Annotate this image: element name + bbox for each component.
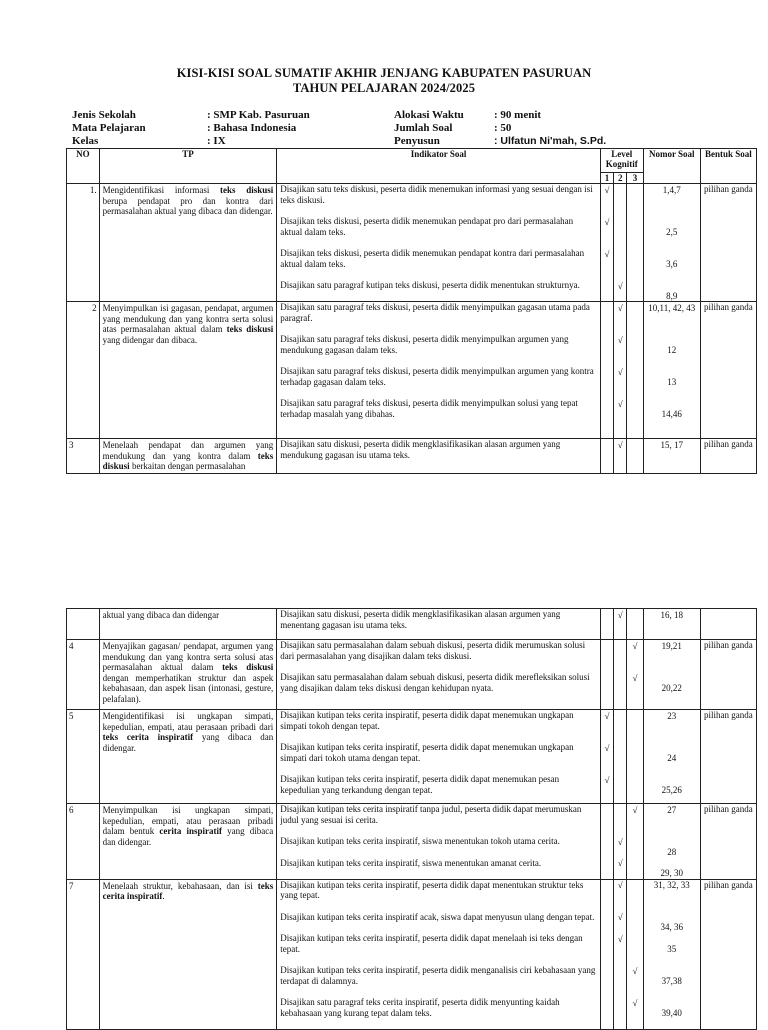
penyusun-value: : Ulfatun Ni'mah, S.Pd. bbox=[494, 135, 607, 147]
check-mark-l1 bbox=[601, 966, 613, 977]
check-mark-l2: √ bbox=[617, 398, 623, 409]
table-row bbox=[67, 710, 757, 804]
info-values-left bbox=[207, 109, 310, 148]
nomor-soal: 13 bbox=[667, 376, 677, 387]
check-mark-l1 bbox=[601, 673, 613, 684]
nomor-soal-cell bbox=[643, 710, 700, 804]
nomor-soal: 19,21 bbox=[661, 640, 682, 651]
check-mark-l1 bbox=[601, 837, 613, 848]
level-3-cell bbox=[627, 609, 643, 640]
tp-cell bbox=[99, 710, 277, 804]
check-mark-l3 bbox=[627, 399, 642, 410]
header-level-2: 2 bbox=[614, 173, 627, 184]
table-row bbox=[67, 640, 757, 710]
indikator-item: Disajikan kutipan teks cerita inspiratif tanpa judul, peserta didik dapat merumuskan judul yang sesuai isi cerita. bbox=[280, 804, 582, 825]
tp-text: Mengidentifikasi informasi bbox=[102, 185, 221, 195]
header-level-kognitif: Level Kognitif bbox=[600, 149, 643, 173]
nomor-soal: 16, 18 bbox=[660, 609, 683, 620]
check-mark-l3 bbox=[627, 912, 642, 923]
check-mark-l1 bbox=[601, 934, 613, 945]
level-3-cell bbox=[627, 879, 643, 1029]
check-mark-l1 bbox=[601, 399, 613, 410]
nomor-soal: 25,26 bbox=[661, 784, 682, 795]
check-mark-l2: √ bbox=[617, 334, 623, 345]
row-number: 7 bbox=[67, 879, 100, 1029]
nomor-soal-cell bbox=[643, 640, 700, 710]
check-mark-l2 bbox=[614, 641, 626, 652]
check-mark-l3 bbox=[627, 837, 642, 848]
nomor-soal: 29, 30 bbox=[660, 868, 683, 878]
check-mark-l1 bbox=[601, 303, 613, 314]
indikator-item: Disajikan teks diskusi, peserta didik menemukan pendapat pro dari permasalahan aktual dalam teks. bbox=[280, 216, 574, 237]
row-number: 2 bbox=[67, 302, 100, 439]
tp-text-end: yang dibaca dan didengar. bbox=[102, 732, 274, 753]
header-level-1: 1 bbox=[600, 173, 613, 184]
level-3-cell bbox=[627, 302, 643, 439]
indikator-item: Disajikan satu diskusi, peserta didik mengklasifikasikan alasan argumen yang mendukung gagasan isu utama teks. bbox=[280, 439, 561, 460]
level-2-cell bbox=[614, 640, 627, 710]
indikator-cell bbox=[277, 439, 601, 474]
indikator-item: Disajikan kutipan teks cerita inspiratif, peserta didik menganalisis ciri kebahasaan yang terdapat di dalamnya. bbox=[280, 965, 596, 986]
check-mark-l1 bbox=[601, 858, 613, 869]
nomor-soal-cell bbox=[643, 804, 700, 880]
row-number bbox=[67, 609, 100, 640]
bentuk-soal: pilihan ganda bbox=[700, 804, 756, 880]
check-mark-l2 bbox=[614, 998, 626, 1009]
check-mark-l1 bbox=[601, 335, 613, 346]
nomor-soal: 10,11, 42, 43 bbox=[648, 302, 696, 313]
row-number: 5 bbox=[67, 710, 100, 804]
tp-keyword: teks diskusi bbox=[220, 185, 274, 195]
table-row bbox=[67, 879, 757, 1029]
indikator-cell bbox=[277, 184, 601, 302]
header-tp: TP bbox=[99, 149, 277, 184]
check-mark-l2: √ bbox=[617, 280, 623, 291]
header-bentuk-soal: Bentuk Soal bbox=[700, 149, 756, 184]
bentuk-soal: pilihan ganda bbox=[700, 184, 756, 302]
table-row bbox=[67, 609, 757, 640]
table-row bbox=[67, 804, 757, 880]
header-indikator-soal: Indikator Soal bbox=[277, 149, 601, 184]
jumlah-soal-label: Jumlah Soal bbox=[394, 122, 453, 134]
check-mark-l3: √ bbox=[632, 997, 638, 1008]
indikator-cell bbox=[277, 804, 601, 880]
bentuk-soal: pilihan ganda bbox=[700, 439, 756, 474]
tp-keyword: teks cerita inspiratif bbox=[102, 732, 194, 742]
check-mark-l2: √ bbox=[617, 933, 623, 944]
penyusun-label: Penyusun bbox=[394, 135, 440, 147]
indikator-cell bbox=[277, 302, 601, 439]
level-1-cell bbox=[600, 184, 613, 302]
table-body-page2 bbox=[67, 609, 757, 1030]
check-mark-l2: √ bbox=[617, 880, 623, 890]
level-3-cell bbox=[627, 439, 643, 474]
kisi-kisi-table-page2 bbox=[66, 608, 757, 1030]
alokasi-waktu-value: : 90 menit bbox=[494, 109, 542, 121]
level-3-cell bbox=[627, 804, 643, 880]
level-2-cell bbox=[614, 710, 627, 804]
tp-text-end: . bbox=[162, 891, 165, 901]
indikator-item: Disajikan satu permasalahan dalam sebuah diskusi, peserta didik merefleksikan solusi yang disajikan dalam teks diskusi dengan kehidupan nyata. bbox=[280, 672, 590, 693]
indikator-item: Disajikan kutipan teks cerita inspiratif, siswa menentukan amanat cerita. bbox=[280, 857, 542, 868]
info-values-right bbox=[494, 109, 606, 148]
check-mark-l3: √ bbox=[632, 640, 638, 651]
indikator-cell bbox=[277, 640, 601, 710]
indikator-item: Disajikan satu permasalahan dalam sebuah diskusi, peserta didik merumuskan solusi dari permasalahan yang disajikan dalam teks diskusi. bbox=[280, 640, 586, 661]
tp-text: Menyimpulkan isi ungkapan simpati, kepedulian, empati, atau perasaan pribadi dalam bentuk bbox=[102, 805, 274, 836]
indikator-item: Disajikan kutipan teks cerita inspiratif, peserta didik dapat menentukan struktur teks yang tepat. bbox=[280, 879, 584, 900]
bentuk-soal bbox=[700, 609, 756, 640]
check-mark-l2 bbox=[614, 185, 626, 196]
indikator-item: Disajikan satu paragraf teks diskusi, peserta didik menyimpulkan argumen yang mendukung gagasan dalam teks. bbox=[280, 334, 569, 355]
table-row bbox=[67, 184, 757, 302]
nomor-soal-cell bbox=[643, 609, 700, 640]
nomor-soal: 37,38 bbox=[661, 975, 682, 986]
nomor-soal: 23 bbox=[667, 710, 677, 721]
indikator-item: Disajikan kutipan teks cerita inspiratif acak, siswa dapat menyusun ulang dengan tepat. bbox=[280, 911, 595, 922]
nomor-soal: 31, 32, 33 bbox=[653, 880, 690, 890]
check-mark-l3: √ bbox=[632, 965, 638, 976]
jenis-sekolah-label: Jenis Sekolah bbox=[72, 109, 136, 121]
check-mark-l1 bbox=[601, 641, 613, 652]
alokasi-waktu-label: Alokasi Waktu bbox=[394, 109, 464, 121]
tp-keyword: teks diskusi bbox=[102, 450, 274, 471]
level-2-cell bbox=[614, 184, 627, 302]
check-mark-l2 bbox=[614, 711, 626, 722]
row-number: 1. bbox=[67, 184, 100, 302]
row-number: 4 bbox=[67, 640, 100, 710]
tp-text-end: berkaitan dengan permasalahan bbox=[129, 461, 246, 471]
nomor-soal: 35 bbox=[667, 943, 677, 954]
check-mark-l2 bbox=[614, 673, 626, 684]
level-3-cell bbox=[627, 710, 643, 804]
check-mark-l2 bbox=[614, 805, 626, 816]
kisi-kisi-table-page1 bbox=[66, 148, 757, 474]
nomor-soal: 28 bbox=[667, 846, 677, 857]
nomor-soal: 15, 17 bbox=[660, 439, 683, 450]
indikator-item: Disajikan satu paragraf teks cerita inspiratif, peserta didik menyunting kaidah kebahasaan yang kurang tepat dalam teks. bbox=[280, 997, 560, 1018]
nomor-soal: 2,5 bbox=[666, 226, 678, 237]
check-mark-l3 bbox=[627, 185, 642, 196]
nomor-soal: 3,6 bbox=[666, 258, 678, 269]
check-mark-l1 bbox=[601, 880, 613, 891]
level-2-cell bbox=[614, 609, 627, 640]
check-mark-l1: √ bbox=[604, 774, 610, 785]
check-mark-l3 bbox=[627, 711, 642, 722]
tp-text: Menelaah struktur, kebahasaan, dan isi bbox=[102, 880, 258, 891]
bentuk-soal: pilihan ganda bbox=[700, 879, 756, 1029]
tp-cell bbox=[99, 640, 277, 710]
check-mark-l1 bbox=[601, 998, 613, 1009]
check-mark-l3 bbox=[627, 934, 642, 945]
jumlah-soal-value: : 50 bbox=[494, 122, 512, 134]
nomor-soal-cell bbox=[643, 879, 700, 1029]
indikator-item: Disajikan kutipan teks cerita inspiratif, peserta didik dapat menemukan pesan kepedulian yang terkandung dengan tepat. bbox=[280, 774, 560, 795]
nomor-soal-cell bbox=[643, 302, 700, 439]
nomor-soal: 1,4,7 bbox=[662, 184, 681, 195]
check-mark-l1 bbox=[601, 367, 613, 378]
check-mark-l2: √ bbox=[617, 912, 623, 922]
check-mark-l3 bbox=[627, 303, 642, 314]
tp-keyword: teks diskusi bbox=[222, 662, 274, 672]
indikator-item: Disajikan kutipan teks cerita inspiratif, peserta didik dapat menemukan ungkapan simpati tokoh dengan tepat. bbox=[280, 710, 574, 731]
tp-cell bbox=[99, 609, 277, 640]
check-mark-l3 bbox=[627, 610, 642, 621]
indikator-item: Disajikan satu paragraf teks diskusi, peserta didik menyimpulkan argumen yang kontra terhadap gagasan dalam teks. bbox=[280, 366, 594, 387]
level-1-cell bbox=[600, 710, 613, 804]
tp-text: Menyajikan gagasan/ pendapat, argumen yang mendukung dan yang kontra serta solusi atas permasalahan aktual dalam bbox=[102, 641, 274, 672]
check-mark-l2 bbox=[614, 743, 626, 754]
level-2-cell bbox=[614, 804, 627, 880]
indikator-item: Disajikan satu teks diskusi, peserta didik menemukan informasi yang sesuai dengan isi teks diskusi. bbox=[280, 184, 593, 205]
check-mark-l2: √ bbox=[617, 609, 623, 620]
mata-pelajaran-label: Mata Pelajaran bbox=[72, 122, 146, 134]
tp-text: aktual yang dibaca dan didengar bbox=[102, 610, 220, 620]
row-number: 6 bbox=[67, 804, 100, 880]
mata-pelajaran-value: : Bahasa Indonesia bbox=[207, 122, 297, 134]
bentuk-soal: pilihan ganda bbox=[700, 302, 756, 439]
check-mark-l2: √ bbox=[617, 366, 623, 377]
tp-text: Menyimpulkan isi gagasan, pendapat, argumen yang mendukung dan yang kontra serta solusi atas permasalahan aktual dalam bbox=[102, 303, 274, 334]
nomor-soal: 24 bbox=[667, 752, 677, 763]
check-mark-l2 bbox=[614, 249, 626, 260]
nomor-soal: 14,46 bbox=[661, 408, 682, 419]
check-mark-l3 bbox=[627, 281, 642, 292]
check-mark-l3 bbox=[627, 858, 642, 869]
indikator-item: Disajikan satu paragraf teks diskusi, peserta didik menyimpulkan solusi yang tepat terhadap masalah yang dibahas. bbox=[280, 398, 578, 419]
tp-cell bbox=[99, 439, 277, 474]
level-2-cell bbox=[614, 439, 627, 474]
check-mark-l2: √ bbox=[617, 302, 623, 313]
kelas-label: Kelas bbox=[72, 135, 99, 147]
tp-keyword: teks cerita inspiratif bbox=[102, 880, 274, 901]
nomor-soal: 39,40 bbox=[661, 1007, 682, 1018]
tp-text-end: yang didengar dan dibaca. bbox=[102, 334, 198, 345]
check-mark-l1 bbox=[601, 912, 613, 923]
check-mark-l3 bbox=[627, 367, 642, 378]
table-row bbox=[67, 302, 757, 439]
check-mark-l3 bbox=[627, 743, 642, 754]
check-mark-l2: √ bbox=[617, 858, 623, 868]
tp-text-end: berupa pendapat pro dan kontra dari permasalahan aktual yang dibaca dan didengar. bbox=[102, 195, 274, 216]
level-1-cell bbox=[600, 640, 613, 710]
tp-text: Menelaah pendapat dan argumen yang mendukung dan yang kontra dalam bbox=[102, 440, 274, 461]
indikator-cell bbox=[277, 710, 601, 804]
level-2-cell bbox=[614, 302, 627, 439]
bentuk-soal: pilihan ganda bbox=[700, 640, 756, 710]
table-body-page1 bbox=[67, 184, 757, 474]
level-1-cell bbox=[600, 804, 613, 880]
header-nomor-soal: Nomor Soal bbox=[643, 149, 700, 184]
check-mark-l3: √ bbox=[632, 672, 638, 683]
tp-cell bbox=[99, 302, 277, 439]
level-1-cell bbox=[600, 439, 613, 474]
nomor-soal: 27 bbox=[667, 804, 677, 815]
nomor-soal: 34, 36 bbox=[660, 922, 683, 932]
tp-text-end: dengan memperhatikan struktur dan aspek kebahasaan, dan aspek lisan (intonasi, gesture, pelafalan). bbox=[102, 672, 274, 704]
level-1-cell bbox=[600, 302, 613, 439]
indikator-item: Disajikan kutipan teks cerita inspiratif, peserta didik dapat menelaah isi teks dengan tepat. bbox=[280, 933, 583, 954]
check-mark-l3 bbox=[627, 217, 642, 228]
document-subtitle: TAHUN PELAJARAN 2024/2025 bbox=[292, 81, 476, 95]
indikator-item: Disajikan satu paragraf kutipan teks diskusi, peserta didik menentukan strukturnya. bbox=[280, 280, 580, 290]
check-mark-l1 bbox=[601, 610, 613, 621]
check-mark-l3 bbox=[627, 775, 642, 786]
indikator-cell bbox=[277, 879, 601, 1029]
tp-cell bbox=[99, 879, 277, 1029]
indikator-item: Disajikan kutipan teks cerita inspiratif, siswa menentukan tokoh utama cerita. bbox=[280, 836, 560, 846]
indikator-item: Disajikan satu paragraf teks diskusi, peserta didik menyimpulkan gagasan utama pada paragraf. bbox=[280, 302, 590, 323]
tp-cell bbox=[99, 804, 277, 880]
check-mark-l2: √ bbox=[617, 439, 623, 450]
row-number: 3 bbox=[67, 439, 100, 474]
info-labels-left bbox=[72, 109, 146, 148]
check-mark-l3 bbox=[627, 249, 642, 260]
nomor-soal: 20,22 bbox=[661, 682, 682, 693]
check-mark-l2 bbox=[614, 775, 626, 786]
table-row bbox=[67, 439, 757, 474]
document-title: KISI-KISI SOAL SUMATIF AKHIR JENJANG KABUPATEN PASURUAN bbox=[176, 66, 592, 80]
check-mark-l1: √ bbox=[604, 742, 610, 753]
level-2-cell bbox=[614, 879, 627, 1029]
check-mark-l1: √ bbox=[604, 710, 610, 721]
bentuk-soal: pilihan ganda bbox=[700, 710, 756, 804]
info-labels-right bbox=[394, 109, 464, 148]
nomor-soal: 12 bbox=[667, 344, 677, 355]
check-mark-l3 bbox=[627, 440, 642, 451]
check-mark-l1: √ bbox=[604, 216, 610, 227]
indikator-item: Disajikan satu diskusi, peserta didik mengklasifikasikan alasan argumen yang menentang gagasan isu utama teks. bbox=[280, 609, 561, 630]
indikator-item: Disajikan kutipan teks cerita inspiratif, peserta didik dapat menemukan ungkapan simpati dari tokoh utama dengan tepat. bbox=[280, 742, 574, 763]
check-mark-l1 bbox=[601, 281, 613, 292]
level-3-cell bbox=[627, 640, 643, 710]
check-mark-l3 bbox=[627, 335, 642, 346]
tp-text-end: yang dibaca dan didengar. bbox=[102, 826, 274, 847]
indikator-item: Disajikan teks diskusi, peserta didik menemukan pendapat kontra dari permasalahan aktual dalam teks. bbox=[280, 248, 585, 269]
level-1-cell bbox=[600, 609, 613, 640]
nomor-soal-cell bbox=[643, 439, 700, 474]
nomor-soal-cell bbox=[643, 184, 700, 302]
jenis-sekolah-value: : SMP Kab. Pasuruan bbox=[207, 109, 310, 121]
check-mark-l1 bbox=[601, 440, 613, 451]
level-1-cell bbox=[600, 879, 613, 1029]
check-mark-l3 bbox=[627, 880, 642, 891]
level-3-cell bbox=[627, 184, 643, 302]
tp-text: Mengidentifikasi isi ungkapan simpati, kepedulian, empati, atau perasaan pribadi dari bbox=[102, 711, 274, 732]
check-mark-l2 bbox=[614, 966, 626, 977]
nomor-soal: 8,9 bbox=[666, 290, 678, 301]
check-mark-l1 bbox=[601, 805, 613, 816]
tp-keyword: teks diskusi bbox=[226, 324, 274, 334]
header-level-3: 3 bbox=[627, 173, 643, 184]
check-mark-l3: √ bbox=[632, 804, 638, 815]
kelas-value: : IX bbox=[207, 135, 226, 147]
check-mark-l2: √ bbox=[617, 836, 623, 847]
check-mark-l2 bbox=[614, 217, 626, 228]
header-no: NO bbox=[67, 149, 100, 184]
check-mark-l1: √ bbox=[604, 184, 610, 195]
check-mark-l1: √ bbox=[604, 248, 610, 259]
tp-keyword: cerita inspiratif bbox=[159, 826, 222, 836]
indikator-cell bbox=[277, 609, 601, 640]
tp-cell bbox=[99, 184, 277, 302]
